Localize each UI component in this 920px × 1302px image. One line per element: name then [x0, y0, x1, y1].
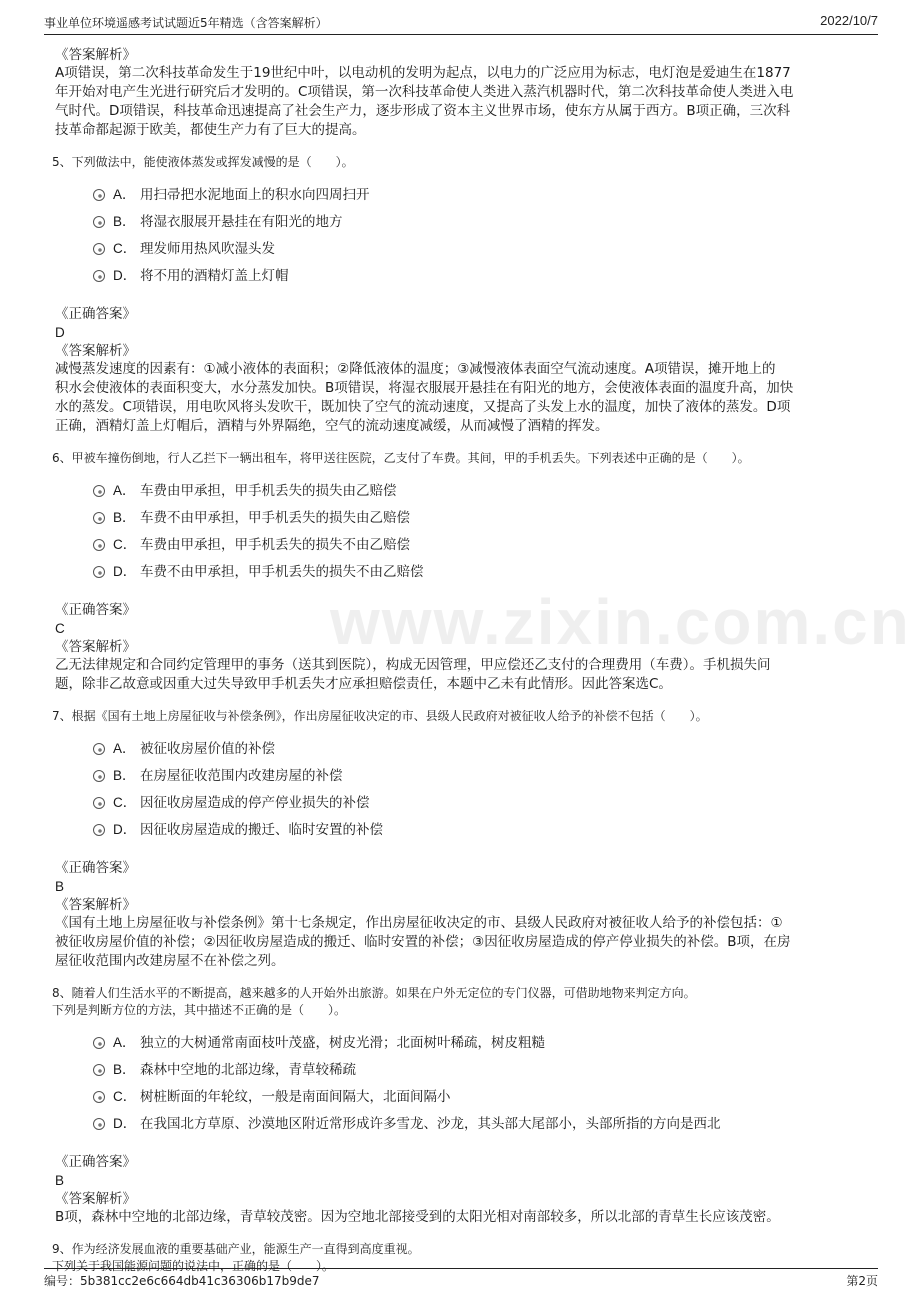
option-text: 车费由甲承担，甲手机丢失的损失不由乙赔偿: [140, 536, 410, 553]
option-letter: B．: [113, 213, 136, 229]
option-letter: B．: [113, 767, 136, 783]
option-text: 独立的大树通常南面枝叶茂盛，树皮光滑；北面树叶稀疏，树皮粗糙: [140, 1034, 545, 1051]
analysis-line: 正确，酒精灯盖上灯帽后，酒精与外界隔绝，空气的流动速度减缓，从而减慢了酒精的挥发。: [55, 418, 609, 434]
option-letter: C．: [113, 1088, 137, 1104]
analysis-line: A项错误，第二次科技革命发生于19世纪中叶，以电动机的发明为起点，以电力的广泛应用为标志，电灯泡是爱迪生在1877: [55, 65, 791, 81]
option-d[interactable]: [93, 814, 876, 841]
option-text: 理发师用热风吹湿头发: [140, 240, 275, 257]
analysis-line: B项，森林中空地的北部边缘，青草较茂密。因为空地北部接受到的太阳光相对南部较多，所以北部的青草生长应该茂密。: [55, 1209, 780, 1225]
option-a[interactable]: [93, 475, 876, 502]
question-line: 下列关于我国能源问题的说法中，正确的是（ ）。: [52, 1259, 335, 1273]
q6-answer: C: [55, 621, 65, 636]
option-text: 树桩断面的年轮纹，一般是南面间隔大，北面间隔小: [140, 1088, 451, 1105]
option-letter: B．: [113, 509, 136, 525]
page-content: [52, 46, 876, 1275]
option-letter: D．: [113, 821, 137, 837]
radio-button[interactable]: [93, 1037, 105, 1049]
q8-options: [93, 1027, 876, 1135]
analysis-line: 《国有土地上房屋征收与补偿条例》第十七条规定，作出房屋征收决定的市、县级人民政府对被征收人给予的补偿包括：①: [55, 915, 783, 931]
option-text: 车费不由甲承担，甲手机丢失的损失由乙赔偿: [140, 509, 410, 526]
analysis-label: 《答案解析》: [55, 639, 136, 655]
radio-button[interactable]: [93, 566, 105, 578]
question-line: 8、随着人们生活水平的不断提高，越来越多的人开始外出旅游。如果在户外无定位的专门仪器，可借助地物来判定方向。: [52, 986, 696, 1000]
question-line: 下列是判断方位的方法，其中描述不正确的是（ ）。: [52, 1003, 347, 1017]
q5-options: [93, 179, 876, 287]
option-letter: C．: [113, 240, 137, 256]
radio-button[interactable]: [93, 770, 105, 782]
option-letter: A．: [113, 482, 136, 498]
watermark: www.zixin.com.cn: [330, 586, 911, 658]
analysis-line: 年开始对电产生光进行研究后才发明的。C项错误，第一次科技革命使人类进入蒸汽机器时代，第二次科技革命使人类进入电: [55, 84, 794, 100]
analysis-label: 《答案解析》: [55, 897, 136, 913]
correct-answer-label: 《正确答案》: [55, 602, 136, 618]
q8-analysis: [55, 1208, 876, 1227]
radio-button[interactable]: [93, 1091, 105, 1103]
radio-button[interactable]: [93, 512, 105, 524]
option-text: 用扫帚把水泥地面上的积水向四周扫开: [140, 186, 370, 203]
document-code: 编号：5b381cc2e6c664db41c36306b17b9de7: [44, 1274, 320, 1288]
option-letter: D．: [113, 1115, 137, 1131]
option-letter: B．: [113, 1061, 136, 1077]
option-text: 因征收房屋造成的搬迁、临时安置的补偿: [140, 821, 383, 838]
option-d[interactable]: [93, 260, 876, 287]
option-letter: A．: [113, 186, 136, 202]
radio-button[interactable]: [93, 824, 105, 836]
option-d[interactable]: [93, 556, 876, 583]
option-c[interactable]: [93, 787, 876, 814]
analysis-line: 被征收房屋价值的补偿；②因征收房屋造成的搬迁、临时安置的补偿；③因征收房屋造成的停产停业损失的补偿。B项，在房: [55, 934, 791, 950]
option-b[interactable]: [93, 502, 876, 529]
option-letter: C．: [113, 536, 137, 552]
option-text: 车费由甲承担，甲手机丢失的损失由乙赔偿: [140, 482, 397, 499]
option-c[interactable]: [93, 529, 876, 556]
option-d[interactable]: [93, 1108, 876, 1135]
q6-options: [93, 475, 876, 583]
question-6: 6、甲被车撞伤倒地，行人乙拦下一辆出租车，将甲送往医院，乙支付了车费。其间，甲的手机丢失。下列表述中正确的是（ ）。: [52, 451, 750, 465]
question-8: [52, 985, 876, 1019]
radio-button[interactable]: [93, 485, 105, 497]
option-c[interactable]: [93, 233, 876, 260]
option-text: 因征收房屋造成的停产停业损失的补偿: [140, 794, 370, 811]
analysis-label: 《答案解析》: [55, 343, 136, 359]
q5-analysis: [55, 360, 876, 436]
option-text: 将不用的酒精灯盖上灯帽: [140, 267, 289, 284]
document-title: 事业单位环境遥感考试试题近5年精选（含答案解析）: [44, 16, 328, 30]
correct-answer-label: 《正确答案》: [55, 860, 136, 876]
option-b[interactable]: [93, 206, 876, 233]
option-b[interactable]: [93, 760, 876, 787]
analysis-line: 乙无法律规定和合同约定管理甲的事务（送其到医院），构成无因管理，甲应偿还乙支付的合理费用（车费）。手机损失问: [55, 657, 771, 673]
analysis-line: 气时代。D项错误，科技革命迅速提高了社会生产力，逐步形成了资本主义世界市场，使东方从属于西方。B项正确，三次科: [55, 103, 791, 119]
q6-analysis: [55, 656, 876, 694]
radio-button[interactable]: [93, 270, 105, 282]
analysis-label: 《答案解析》: [55, 1191, 136, 1207]
page-footer: [44, 1268, 878, 1289]
radio-button[interactable]: [93, 539, 105, 551]
radio-button[interactable]: [93, 216, 105, 228]
document-date: 2022/10/7: [820, 13, 878, 28]
analysis-line: 水的蒸发。C项错误，用电吹风将头发吹干，既加快了空气的流动速度，又提高了头发上水的温度，加快了液体的蒸发。D项: [55, 399, 791, 415]
option-b[interactable]: [93, 1054, 876, 1081]
analysis-line: 减慢蒸发速度的因素有：①减小液体的表面积；②降低液体的温度；③减慢液体表面空气流动速度。A项错误，摊开地上的: [55, 361, 776, 377]
q5-answer: D: [55, 325, 65, 340]
option-a[interactable]: [93, 733, 876, 760]
option-letter: D．: [113, 563, 137, 579]
radio-button[interactable]: [93, 743, 105, 755]
correct-answer-label: 《正确答案》: [55, 306, 136, 322]
option-letter: C．: [113, 794, 137, 810]
option-letter: D．: [113, 267, 137, 283]
q7-analysis: [55, 914, 876, 971]
q7-options: [93, 733, 876, 841]
q8-answer: B: [55, 1173, 65, 1188]
option-text: 将湿衣服展开悬挂在有阳光的地方: [140, 213, 343, 230]
radio-button[interactable]: [93, 1118, 105, 1130]
analysis-label: 《答案解析》: [55, 47, 136, 63]
q4-analysis: [55, 64, 876, 140]
question-line: 9、作为经济发展血液的重要基础产业，能源生产一直得到高度重视。: [52, 1242, 420, 1256]
radio-button[interactable]: [93, 797, 105, 809]
option-letter: A．: [113, 740, 136, 756]
page-number: 第2页: [846, 1274, 878, 1288]
option-text: 在我国北方草原、沙漠地区附近常形成许多雪龙、沙龙，其头部大尾部小，头部所指的方向是西北: [140, 1115, 721, 1132]
analysis-line: 积水会使液体的表面积变大，水分蒸发加快。B项错误，将湿衣服展开悬挂在有阳光的地方，会使液体表面的温度升高，加快: [55, 380, 794, 396]
option-c[interactable]: [93, 1081, 876, 1108]
analysis-line: 题，除非乙故意或因重大过失导致甲手机丢失才应承担赔偿责任，本题中乙未有此情形。因此答案选C。: [55, 676, 672, 692]
option-text: 车费不由甲承担，甲手机丢失的损失不由乙赔偿: [140, 563, 424, 580]
analysis-line: 屋征收范围内改建房屋不在补偿之列。: [55, 953, 285, 969]
option-text: 森林中空地的北部边缘，青草较稀疏: [140, 1061, 356, 1078]
question-5: 5、下列做法中，能使液体蒸发或挥发减慢的是（ ）。: [52, 155, 354, 169]
option-a[interactable]: [93, 179, 876, 206]
question-7: 7、根据《国有土地上房屋征收与补偿条例》，作出房屋征收决定的市、县级人民政府对被征收人给予的补偿不包括（ ）。: [52, 709, 708, 723]
radio-button[interactable]: [93, 189, 105, 201]
correct-answer-label: 《正确答案》: [55, 1154, 136, 1170]
option-letter: A．: [113, 1034, 136, 1050]
page-header: [44, 12, 878, 35]
option-text: 被征收房屋价值的补偿: [140, 740, 275, 757]
q7-answer: B: [55, 879, 65, 894]
analysis-line: 技革命都起源于欧美，都使生产力有了巨大的提高。: [55, 122, 366, 138]
radio-button[interactable]: [93, 243, 105, 255]
option-a[interactable]: [93, 1027, 876, 1054]
option-text: 在房屋征收范围内改建房屋的补偿: [140, 767, 343, 784]
radio-button[interactable]: [93, 1064, 105, 1076]
